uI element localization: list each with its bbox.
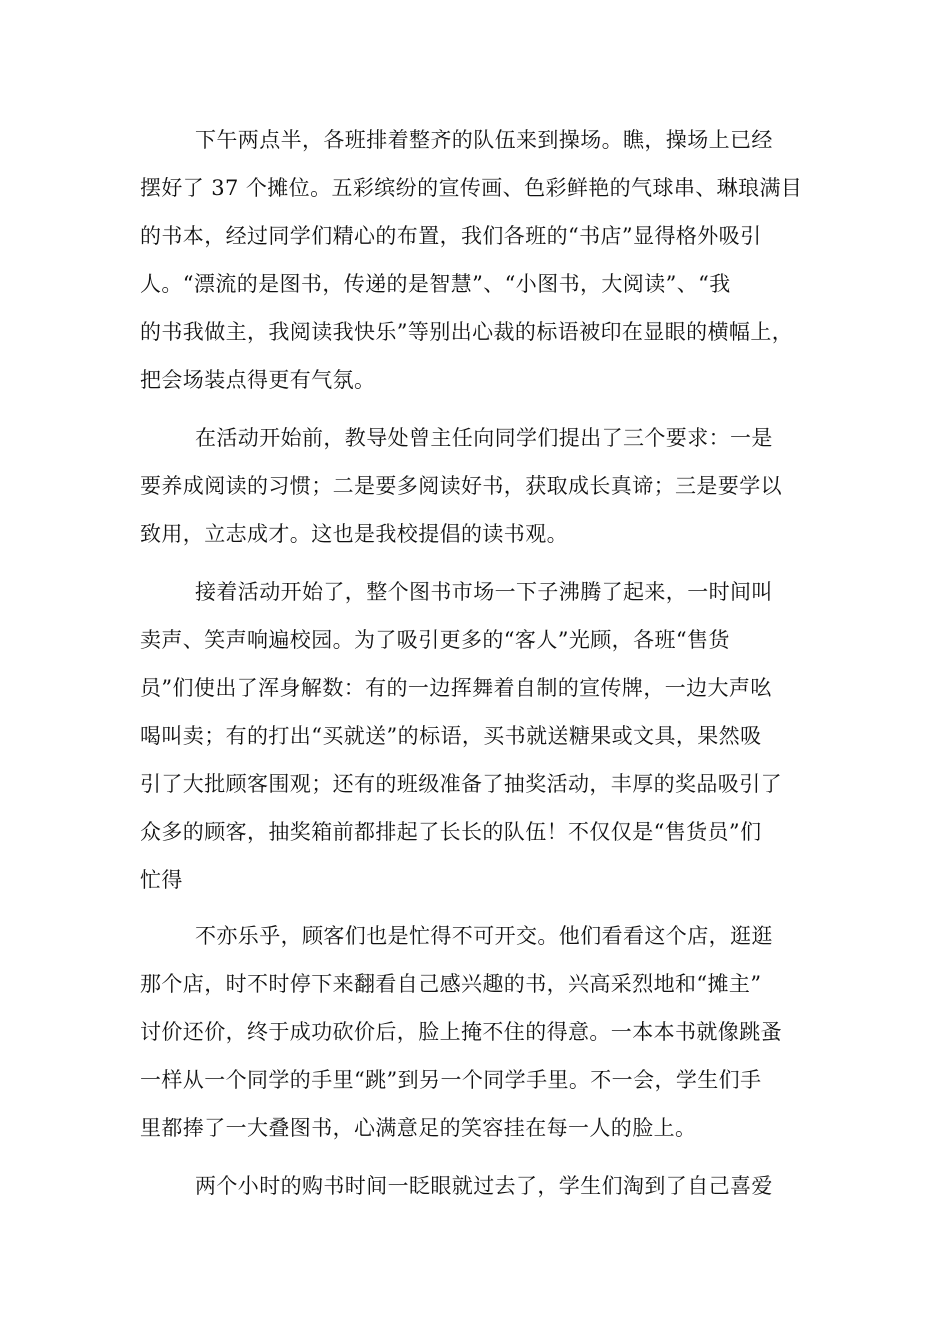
paragraph-4-line-2: 那个店，时不时停下来翻看自己感兴趣的书，兴高采烈地和“摊主” bbox=[140, 972, 762, 996]
paragraph-2-line-2: 要养成阅读的习惯；二是要多阅读好书，获取成长真谛；三是要学以 bbox=[140, 474, 782, 498]
paragraph-5-line-1: 两个小时的购书时间一眨眼就过去了，学生们淘到了自己喜爱 bbox=[195, 1174, 773, 1198]
paragraph-4-line-5: 里都捧了一大叠图书，心满意足的笑容挂在每一人的脸上。 bbox=[140, 1116, 697, 1140]
paragraph-3-line-2: 卖声、笑声响遍校园。为了吸引更多的“客人”光顾，各班“售货 bbox=[140, 628, 730, 652]
paragraph-4-line-3: 讨价还价，终于成功砍价后，脸上掩不住的得意。一本本书就像跳蚤 bbox=[140, 1020, 782, 1044]
paragraph-2-line-3: 致用，立志成才。这也是我校提倡的读书观。 bbox=[140, 522, 568, 546]
paragraph-3-line-5: 引了大批顾客围观；还有的班级准备了抽奖活动，丰厚的奖品吸引了 bbox=[140, 772, 782, 796]
paragraph-3-line-4: 喝叫卖；有的打出“买就送”的标语，买书就送糖果或文具，果然吸 bbox=[140, 724, 762, 748]
paragraph-1-line-4: 人。“漂流的是图书，传递的是智慧”、“小图书，大阅读”、“我 bbox=[140, 272, 731, 296]
paragraph-1-line-6: 把会场装点得更有气氛。 bbox=[140, 368, 376, 392]
paragraph-1-line-3: 的书本，经过同学们精心的布置，我们各班的“书店”显得格外吸引 bbox=[140, 224, 762, 248]
paragraph-2-line-1: 在活动开始前，教导处曾主任向同学们提出了三个要求：一是 bbox=[195, 426, 773, 450]
paragraph-1-line-1: 下午两点半，各班排着整齐的队伍来到操场。瞧，操场上已经 bbox=[195, 128, 773, 152]
paragraph-4-line-1: 不亦乐乎，顾客们也是忙得不可开交。他们看看这个店，逛逛 bbox=[195, 924, 773, 948]
paragraph-3-line-3: 员”们使出了浑身解数：有的一边挥舞着自制的宣传牌，一边大声吆 bbox=[140, 676, 772, 700]
paragraph-1-line-2: 摆好了 37 个摊位。五彩缤纷的宣传画、色彩鲜艳的气球串、琳琅满目 bbox=[140, 176, 803, 200]
paragraph-4-line-4: 一样从一个同学的手里“跳”到另一个同学手里。不一会，学生们手 bbox=[140, 1068, 762, 1092]
paragraph-3-line-7: 忙得 bbox=[140, 868, 183, 892]
paragraph-1-line-5: 的书我做主，我阅读我快乐”等别出心裁的标语被印在显眼的横幅上， bbox=[140, 320, 794, 344]
paragraph-3-line-1: 接着活动开始了，整个图书市场一下子沸腾了起来，一时间叫 bbox=[195, 580, 773, 604]
paragraph-3-line-6: 众多的顾客，抽奖箱前都排起了长长的队伍！不仅仅是“售货员”们 bbox=[140, 820, 762, 844]
